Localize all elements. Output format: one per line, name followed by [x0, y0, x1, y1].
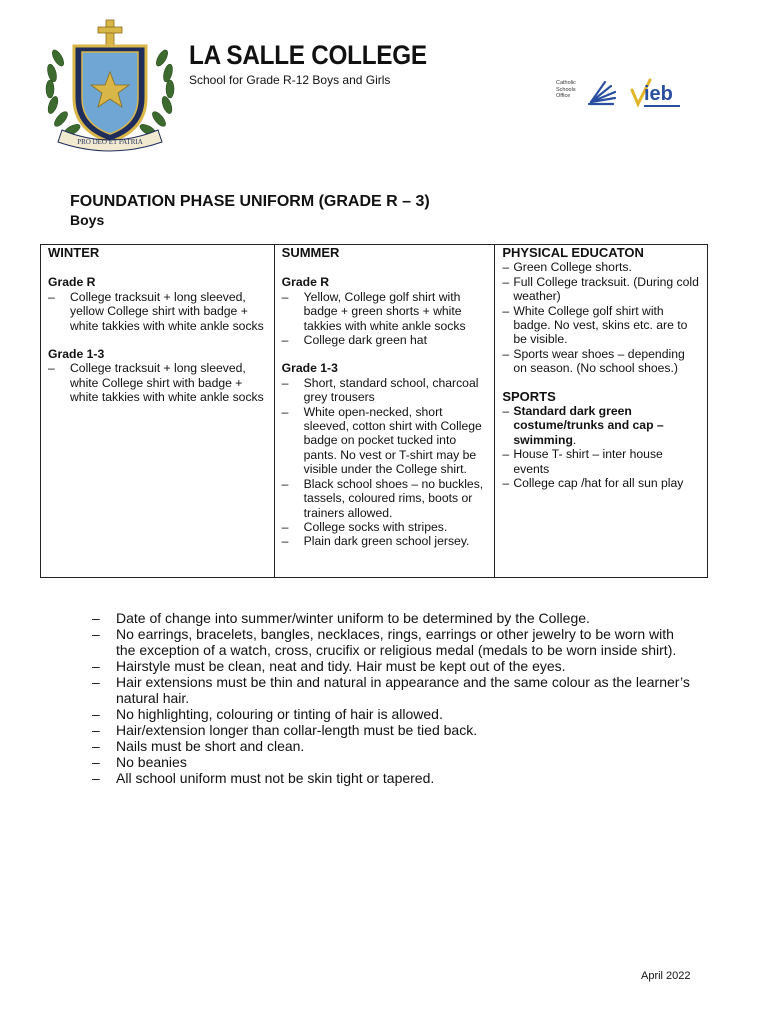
ieb-logo — [630, 78, 686, 114]
crest-motto: PRO DEO ET PATRIA — [77, 138, 143, 146]
list-item: – Yellow, College golf shirt with badge + green shorts + white takkies with white ankle socks — [282, 290, 489, 333]
list-item: – Short, standard school, charcoal grey trousers — [282, 376, 489, 405]
list-item: – College cap /hat for all sun play — [502, 476, 701, 490]
catholic-schools-office-text: Catholic Schools Office — [556, 80, 576, 99]
uniform-rules-list — [92, 610, 692, 786]
grade-label: Grade R — [281, 275, 330, 290]
winter-heading: WINTER — [48, 245, 100, 260]
grade-label: Grade 1-3 — [48, 347, 105, 362]
swimming-costume-text: Standard dark green costume/trunks and cap – swimming — [513, 404, 664, 447]
winter-column — [41, 245, 274, 577]
winter-grade-1-3 — [48, 347, 268, 405]
pe-heading: PHYSICAL EDUCATON — [502, 245, 644, 260]
list-item: – Standard dark green costume/trunks and cap – swimming. — [502, 404, 701, 447]
summer-column — [274, 245, 495, 577]
list-item: – White open-necked, short sleeved, cotton shirt with College badge on pocket tucked into pants. No vest or T-shirt may be visible under the College shirt. — [282, 405, 489, 477]
list-item: – White College golf shirt with badge. No vest, skins etc. are to be visible. — [502, 304, 701, 347]
rule-item: – No beanies — [92, 754, 692, 770]
winter-grade-r — [48, 275, 268, 333]
summer-heading: SUMMER — [281, 245, 340, 260]
catholic-schools-office-logo — [585, 80, 617, 108]
rule-item: – Hairstyle must be clean, neat and tidy. Hair must be kept out of the eyes. — [92, 658, 692, 674]
school-name: LA SALLE COLLEGE — [189, 40, 427, 70]
rule-item: – Hair extensions must be thin and natural in appearance and the same colour as the learner’s natural hair. — [92, 674, 692, 706]
rule-item: – No earrings, bracelets, bangles, necklaces, rings, earrings or other jewelry to be worn with the exception of a watch, cross, crucifix or religious medal (medals to be worn inside shirt). — [92, 626, 692, 658]
grade-label: Grade R — [48, 275, 96, 290]
list-item: – Sports wear shoes – depending on season. (No school shoes.) — [502, 347, 701, 376]
school-tagline: School for Grade R-12 Boys and Girls — [189, 73, 391, 87]
list-item: – College tracksuit + long sleeved, yellow College shirt with badge + white takkies with white ankle socks — [48, 290, 268, 333]
sports-heading: SPORTS — [502, 388, 556, 404]
rule-item: – All school uniform must not be skin tight or tapered. — [92, 770, 692, 786]
list-item: – College socks with stripes. — [282, 520, 489, 534]
summer-grade-r — [282, 275, 489, 347]
rule-item: – Date of change into summer/winter uniform to be determined by the College. — [92, 610, 692, 626]
school-crest-logo — [40, 18, 180, 160]
partner-logos — [556, 78, 686, 114]
list-item: – College dark green hat — [282, 333, 489, 347]
summer-grade-1-3 — [282, 361, 489, 548]
list-item: – Black school shoes – no buckles, tassels, coloured rims, boots or trainers allowed. — [282, 477, 489, 520]
list-item: – Plain dark green school jersey. — [282, 534, 489, 548]
grade-label: Grade 1-3 — [281, 361, 338, 376]
list-item: – Green College shorts. — [502, 260, 701, 274]
document-date: April 2022 — [641, 970, 691, 982]
section-title: FOUNDATION PHASE UNIFORM (GRADE R – 3) — [70, 193, 430, 210]
physical-education-column — [494, 245, 707, 577]
section-subtitle: Boys — [70, 212, 105, 228]
uniform-table — [40, 244, 708, 578]
rule-item: – Hair/extension longer than collar-length must be tied back. — [92, 722, 692, 738]
rule-item: – Nails must be short and clean. — [92, 738, 692, 754]
ieb-wordmark: ieb — [644, 83, 673, 105]
rule-item: – No highlighting, colouring or tinting of hair is allowed. — [92, 706, 692, 722]
list-item: – Full College tracksuit. (During cold weather) — [502, 275, 701, 304]
list-item: – House T- shirt – inter house events — [502, 447, 701, 476]
list-item: – College tracksuit + long sleeved, white College shirt with badge + white takkies with white ankle socks — [48, 361, 268, 404]
